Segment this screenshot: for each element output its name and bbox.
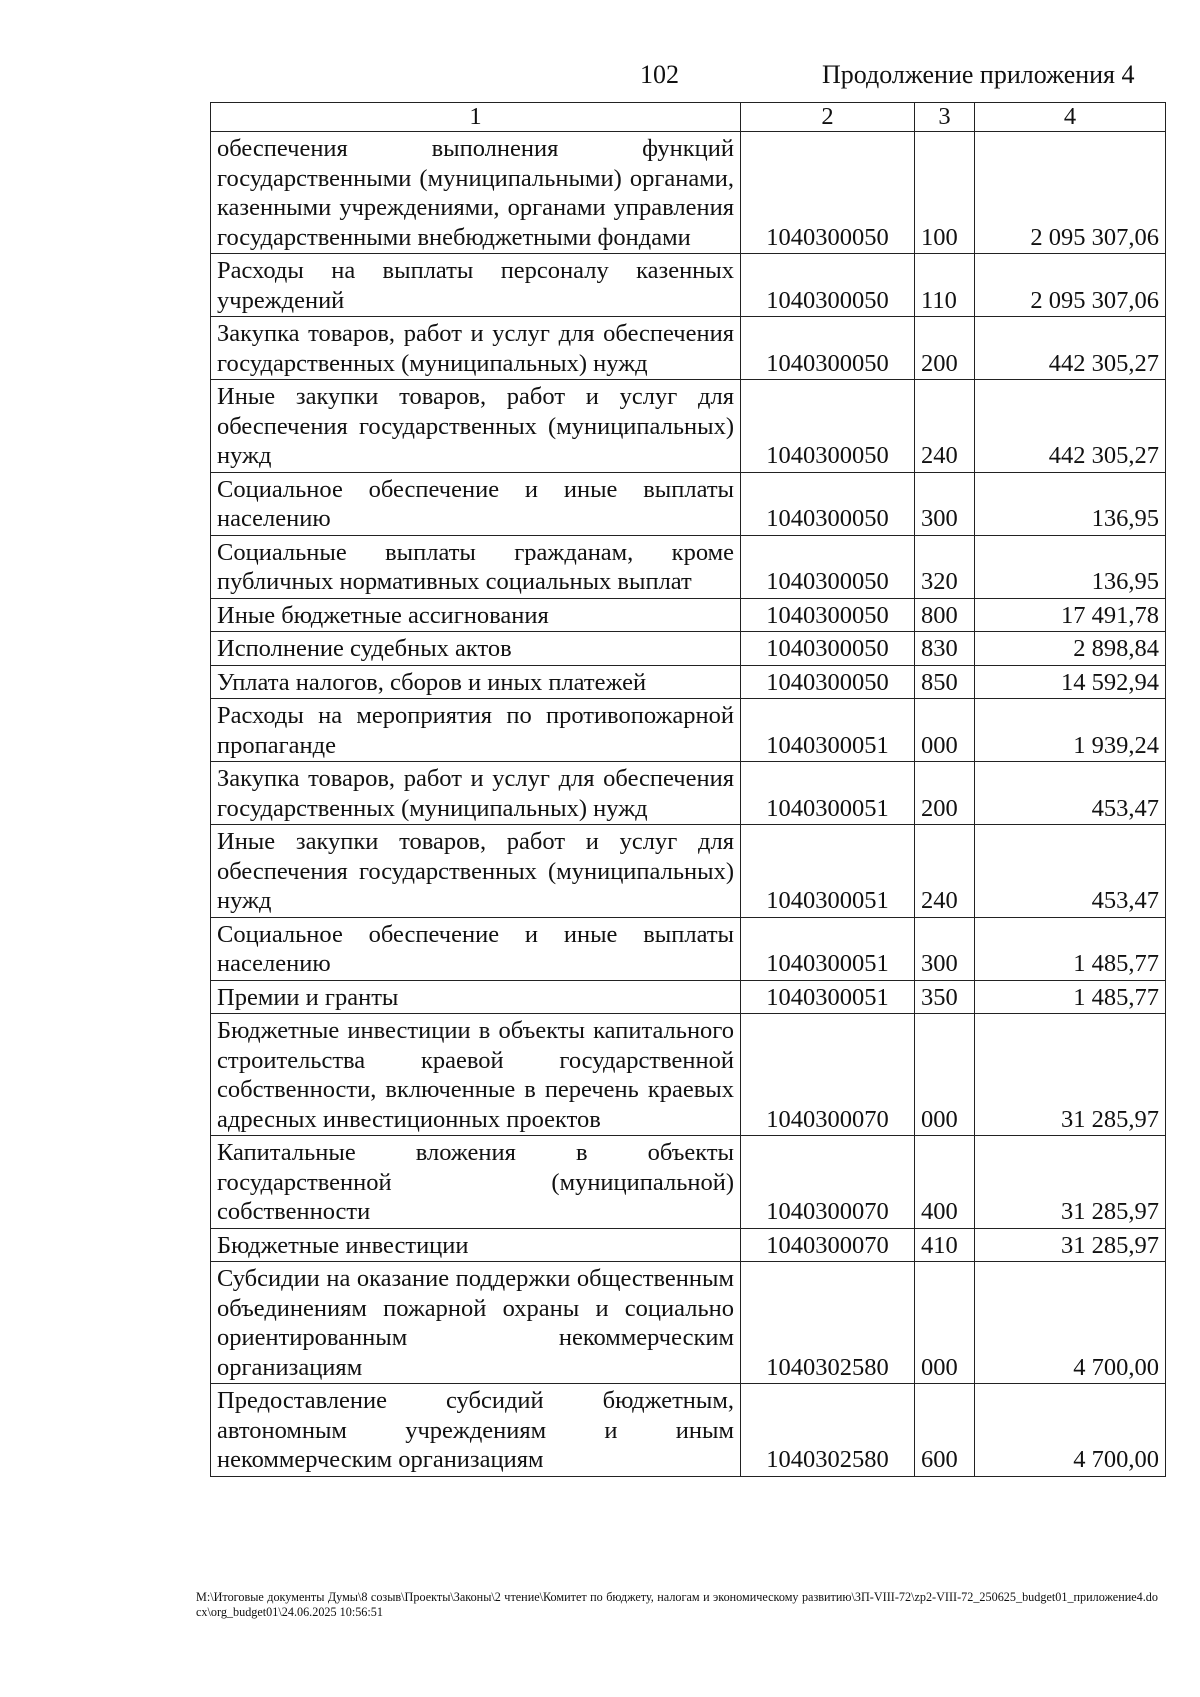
- row-code-cell: 1040300070: [741, 1136, 915, 1229]
- row-name-cell: Закупка товаров, работ и услуг для обеспечения государственных (муниципальных) нужд: [211, 317, 741, 380]
- footer-file-path: M:\Итоговые документы Думы\8 созыв\Проекты\Законы\2 чтение\Комитет по бюджету, налогам и экономическому развитию\ЗП-VIII-72\zp2-VIII-72_250625_budget01_приложение4.docx\org_budget01\24.06.2025 10:56:51: [196, 1590, 1158, 1619]
- row-name-cell: Расходы на выплаты персоналу казенных учреждений: [211, 254, 741, 317]
- row-name-cell: Бюджетные инвестиции в объекты капитального строительства краевой государственной собственности, включенные в перечень краевых адресных инвестиционных проектов: [211, 1014, 741, 1136]
- table-header-row: [211, 103, 1166, 132]
- table-row: [211, 254, 1166, 317]
- table-row: [211, 632, 1166, 666]
- table-body: [211, 132, 1166, 1477]
- row-type-cell: 200: [915, 317, 975, 380]
- row-amount-cell: 2 095 307,06: [975, 132, 1166, 254]
- table-row: [211, 1384, 1166, 1477]
- row-name-cell: Исполнение судебных актов: [211, 632, 741, 666]
- budget-table: [210, 102, 1166, 1477]
- table-row: [211, 1014, 1166, 1136]
- row-name-cell: Капитальные вложения в объекты государственной (муниципальной) собственности: [211, 1136, 741, 1229]
- row-amount-cell: 31 285,97: [975, 1228, 1166, 1262]
- row-name-cell: Социальное обеспечение и иные выплаты населению: [211, 917, 741, 980]
- row-amount-cell: 442 305,27: [975, 317, 1166, 380]
- row-amount-cell: 136,95: [975, 472, 1166, 535]
- row-type-cell: 800: [915, 598, 975, 632]
- row-code-cell: 1040300051: [741, 699, 915, 762]
- row-name-cell: Иные бюджетные ассигнования: [211, 598, 741, 632]
- row-type-cell: 000: [915, 699, 975, 762]
- row-name-cell: Иные закупки товаров, работ и услуг для обеспечения государственных (муниципальных) нужд: [211, 825, 741, 918]
- row-type-cell: 350: [915, 980, 975, 1014]
- table-row: [211, 132, 1166, 254]
- row-code-cell: 1040300050: [741, 132, 915, 254]
- column-header-3: 3: [915, 103, 975, 132]
- table-row: [211, 665, 1166, 699]
- row-type-cell: 240: [915, 380, 975, 473]
- row-amount-cell: 453,47: [975, 825, 1166, 918]
- row-code-cell: 1040300050: [741, 632, 915, 666]
- row-code-cell: 1040300070: [741, 1228, 915, 1262]
- row-code-cell: 1040300050: [741, 598, 915, 632]
- table-header: [211, 103, 1166, 132]
- row-amount-cell: 442 305,27: [975, 380, 1166, 473]
- column-header-2: 2: [741, 103, 915, 132]
- row-name-cell: Субсидии на оказание поддержки общественным объединениям пожарной охраны и социально ориентированным некоммерческим организациям: [211, 1262, 741, 1384]
- row-code-cell: 1040300050: [741, 472, 915, 535]
- row-amount-cell: 17 491,78: [975, 598, 1166, 632]
- row-type-cell: 400: [915, 1136, 975, 1229]
- table-row: [211, 762, 1166, 825]
- row-name-cell: Расходы на мероприятия по противопожарной пропаганде: [211, 699, 741, 762]
- table-row: [211, 699, 1166, 762]
- table-row: [211, 535, 1166, 598]
- row-code-cell: 1040300051: [741, 825, 915, 918]
- row-code-cell: 1040300050: [741, 535, 915, 598]
- row-code-cell: 1040300051: [741, 917, 915, 980]
- row-amount-cell: 2 898,84: [975, 632, 1166, 666]
- row-type-cell: 300: [915, 472, 975, 535]
- row-code-cell: 1040300051: [741, 980, 915, 1014]
- table-row: [211, 825, 1166, 918]
- row-amount-cell: 1 485,77: [975, 917, 1166, 980]
- row-name-cell: Премии и гранты: [211, 980, 741, 1014]
- row-amount-cell: 4 700,00: [975, 1262, 1166, 1384]
- row-type-cell: 300: [915, 917, 975, 980]
- row-name-cell: Предоставление субсидий бюджетным, автономным учреждениям и иным некоммерческим организациям: [211, 1384, 741, 1477]
- row-type-cell: 830: [915, 632, 975, 666]
- row-amount-cell: 31 285,97: [975, 1014, 1166, 1136]
- row-type-cell: 100: [915, 132, 975, 254]
- page-number: 102: [640, 60, 679, 89]
- row-amount-cell: 1 939,24: [975, 699, 1166, 762]
- row-type-cell: 410: [915, 1228, 975, 1262]
- row-code-cell: 1040300050: [741, 380, 915, 473]
- row-code-cell: 1040300070: [741, 1014, 915, 1136]
- row-name-cell: Социальные выплаты гражданам, кроме публичных нормативных социальных выплат: [211, 535, 741, 598]
- table-row: [211, 317, 1166, 380]
- row-type-cell: 000: [915, 1262, 975, 1384]
- row-code-cell: 1040302580: [741, 1384, 915, 1477]
- row-amount-cell: 31 285,97: [975, 1136, 1166, 1229]
- row-type-cell: 110: [915, 254, 975, 317]
- row-name-cell: Иные закупки товаров, работ и услуг для обеспечения государственных (муниципальных) нужд: [211, 380, 741, 473]
- table-row: [211, 1136, 1166, 1229]
- row-name-cell: Бюджетные инвестиции: [211, 1228, 741, 1262]
- row-type-cell: 320: [915, 535, 975, 598]
- row-name-cell: Социальное обеспечение и иные выплаты населению: [211, 472, 741, 535]
- page-header-title: Продолжение приложения 4: [822, 60, 1135, 89]
- table-row: [211, 1228, 1166, 1262]
- column-header-1: 1: [211, 103, 741, 132]
- row-amount-cell: 136,95: [975, 535, 1166, 598]
- row-type-cell: 200: [915, 762, 975, 825]
- row-code-cell: 1040302580: [741, 1262, 915, 1384]
- table-row: [211, 472, 1166, 535]
- row-amount-cell: 1 485,77: [975, 980, 1166, 1014]
- table-row: [211, 980, 1166, 1014]
- row-amount-cell: 2 095 307,06: [975, 254, 1166, 317]
- row-name-cell: Уплата налогов, сборов и иных платежей: [211, 665, 741, 699]
- row-code-cell: 1040300050: [741, 665, 915, 699]
- table-row: [211, 917, 1166, 980]
- row-type-cell: 600: [915, 1384, 975, 1477]
- row-type-cell: 850: [915, 665, 975, 699]
- row-code-cell: 1040300050: [741, 254, 915, 317]
- table-row: [211, 598, 1166, 632]
- row-name-cell: обеспечения выполнения функций государственными (муниципальными) органами, казенными учреждениями, органами управления государственными внебюджетными фондами: [211, 132, 741, 254]
- row-amount-cell: 4 700,00: [975, 1384, 1166, 1477]
- row-code-cell: 1040300050: [741, 317, 915, 380]
- column-header-4: 4: [975, 103, 1166, 132]
- row-amount-cell: 14 592,94: [975, 665, 1166, 699]
- row-type-cell: 240: [915, 825, 975, 918]
- table-row: [211, 1262, 1166, 1384]
- row-code-cell: 1040300051: [741, 762, 915, 825]
- table-row: [211, 380, 1166, 473]
- row-amount-cell: 453,47: [975, 762, 1166, 825]
- row-type-cell: 000: [915, 1014, 975, 1136]
- row-name-cell: Закупка товаров, работ и услуг для обеспечения государственных (муниципальных) нужд: [211, 762, 741, 825]
